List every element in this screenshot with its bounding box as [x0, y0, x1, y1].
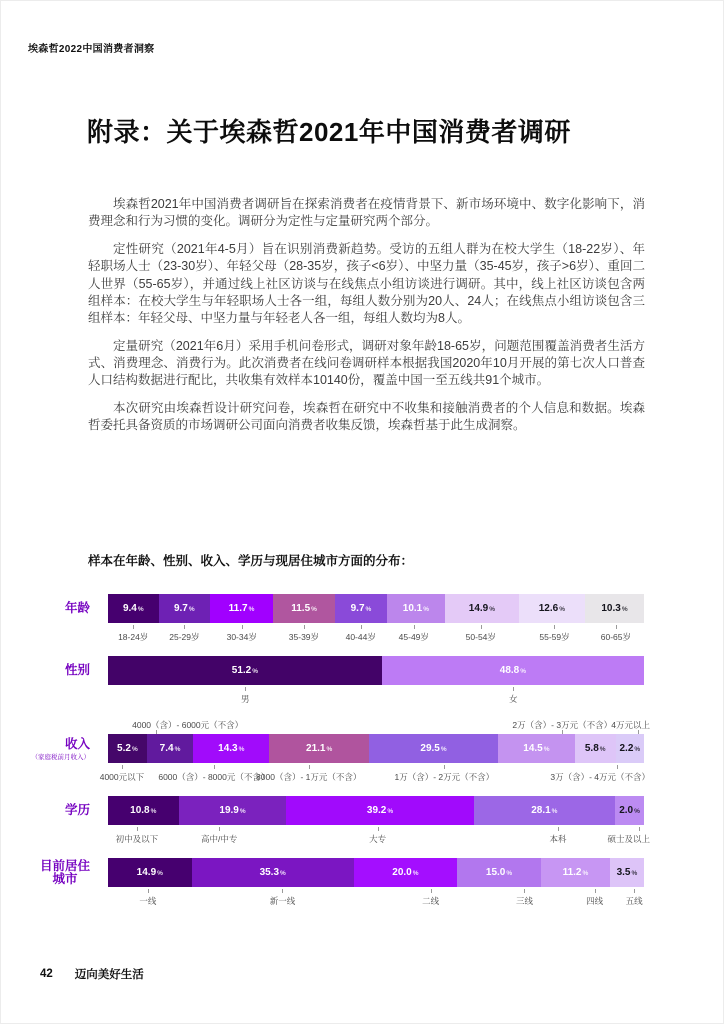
row-label-city	[40, 858, 108, 887]
axis-age	[108, 625, 644, 642]
axis-gender	[108, 687, 644, 704]
chart-row-gender	[40, 656, 644, 704]
axis-tick	[242, 625, 243, 629]
axis-label: 45-49岁	[398, 632, 429, 642]
axis-tick	[562, 730, 563, 734]
segment-value: 51.2%	[231, 664, 259, 676]
axis-tick	[378, 827, 379, 831]
row-label-text: 收入	[64, 736, 90, 751]
bar-segment	[474, 796, 616, 825]
axis-tick	[617, 765, 618, 769]
segment-value: 5.2%	[117, 742, 138, 754]
axis-label: 1万（含）- 2万元（不含）	[394, 772, 495, 782]
chart-heading: 样本在年龄、性别、收入、学历与现居住城市方面的分布：	[88, 554, 414, 568]
axis-label: 55-59岁	[539, 632, 570, 642]
bar-segment	[108, 858, 192, 887]
axis-tick	[133, 625, 134, 629]
row-label-gender	[40, 656, 108, 678]
axis-tick	[444, 765, 445, 769]
axis-city	[108, 889, 644, 906]
axis-label: 新一线	[269, 896, 296, 906]
top-axis-label: 2万（含）- 3万元（不含）	[512, 720, 613, 730]
bar-segment	[585, 594, 644, 623]
axis-tick	[431, 889, 432, 893]
axis-label: 4000元以下	[99, 772, 145, 782]
top-axis-label: 4万元以上	[611, 720, 650, 730]
bar-segment	[108, 734, 147, 763]
segment-value: 3.5%	[616, 866, 638, 878]
segment-value: 12.6%	[538, 602, 565, 614]
paragraph-privacy: 本次研究由埃森哲设计研究问卷，埃森哲在研究中不收集和接触消费者的个人信息和数据。埃森哲委托具备资质的市场调研公司面向消费者收集反馈，埃森哲基于此生成洞察。	[88, 401, 645, 433]
bar-segment	[457, 858, 541, 887]
bar-segment	[192, 858, 354, 887]
axis-tick	[524, 889, 525, 893]
paragraph-qualitative: 定性研究（2021年4-5月）旨在识别消费新趋势。受访的五组人群为在校大学生（18-22岁）、年轻职场人士（23-30岁）、年轻父母（28-35岁，孩子<6岁）、中坚力量（35-45岁，孩子>6岁）、重回二人世界（55-65岁），并通过线上社区访谈与在线焦点小组访谈进行调研。其中，线上社区访谈包含两组样本：在校大学生与年轻职场人士各一组，每组人数分别为20人、24人；在线焦点小组访谈包含三组样本：年轻父母、中坚力量与年轻老人各一组，每组人数均为8人。	[88, 242, 645, 325]
sample-distribution-chart	[31, 594, 650, 920]
bar-segment	[108, 594, 159, 623]
bar-segment	[382, 656, 644, 685]
axis-label: 3万（含）- 4万元（不含）	[550, 772, 650, 782]
bar-area-gender	[108, 656, 644, 704]
segment-value: 28.1%	[531, 804, 558, 816]
bar-segment	[269, 734, 369, 763]
axis-tick	[414, 625, 415, 629]
segment-value: 39.2%	[366, 804, 394, 816]
bar-area-city	[108, 858, 644, 906]
axis-label: 初中及以下	[115, 834, 159, 844]
axis-tick	[595, 889, 596, 893]
bar-segment	[519, 594, 585, 623]
stacked-bar-age	[108, 594, 644, 623]
bar-segment	[335, 594, 387, 623]
axis-tick	[184, 625, 185, 629]
bar-area-age	[108, 594, 644, 642]
body-text	[88, 196, 645, 446]
axis-label: 一线	[139, 896, 157, 906]
axis-tick	[638, 730, 639, 734]
segment-value: 10.3%	[601, 602, 628, 614]
axis-tick	[361, 625, 362, 629]
segment-value: 11.5%	[291, 602, 317, 614]
axis-tick	[304, 625, 305, 629]
bar-segment	[387, 594, 445, 623]
bar-segment	[610, 858, 644, 887]
segment-value: 20.0%	[392, 866, 419, 878]
bar-segment	[575, 734, 616, 763]
bar-segment	[273, 594, 335, 623]
axis-tick	[554, 625, 555, 629]
stacked-bar-education	[108, 796, 644, 825]
row-label-income	[31, 718, 108, 762]
axis-label: 8000（含）- 1万元（不含）	[256, 772, 362, 782]
bar-area-income	[99, 718, 650, 782]
bar-segment	[179, 796, 287, 825]
axis-label: 女	[508, 694, 518, 704]
axis-label: 60-65岁	[600, 632, 631, 642]
segment-value: 15.0%	[485, 866, 513, 878]
axis-tick	[156, 730, 157, 734]
bar-segment	[193, 734, 269, 763]
bar-segment	[210, 594, 273, 623]
axis-label: 40-44岁	[345, 632, 376, 642]
bar-segment	[616, 734, 644, 763]
axis-label: 本科	[549, 834, 567, 844]
row-label-text: 目前居住城市	[40, 858, 91, 887]
axis-education	[108, 827, 650, 844]
chart-row-education	[40, 796, 650, 844]
axis-label: 30-34岁	[226, 632, 257, 642]
axis-tick	[634, 889, 635, 893]
axis-label: 35-39岁	[288, 632, 320, 642]
paragraph-intro: 埃森哲2021年中国消费者调研旨在探索消费者在疫情背景下、新市场环境中、数字化影响下，消费理念和行为习惯的变化。调研分为定性与定量研究两个部分。	[88, 197, 645, 229]
axis-label: 大专	[369, 834, 387, 844]
segment-value: 14.9%	[468, 602, 496, 614]
axis-label: 50-54岁	[465, 632, 496, 642]
axis-label: 三线	[515, 896, 533, 906]
axis-label: 6000（含）- 8000元（不含）	[158, 772, 270, 782]
axis-label: 男	[240, 694, 250, 704]
segment-value: 21.1%	[306, 742, 333, 754]
top-axis-label: 4000（含）- 6000元（不含）	[132, 720, 244, 730]
bar-segment	[286, 796, 473, 825]
page-number: 42	[40, 968, 53, 980]
segment-value: 35.3%	[259, 866, 286, 878]
segment-value: 2.2%	[619, 742, 641, 754]
paragraph-quantitative: 定量研究（2021年6月）采用手机问卷形式，调研对象年龄18-65岁，问题范围覆盖消费者生活方式、消费理念、消费行为。此次消费者在线问卷调研样本根据我国2020年10月开展的第七次人口普查人口结构数据进行配比，共收集有效样本10140份，覆盖中国一至五线共91个城市。	[88, 338, 645, 388]
axis-label: 高中/中专	[201, 834, 238, 844]
segment-value: 48.8%	[499, 664, 527, 676]
segment-value: 9.4%	[122, 602, 144, 614]
axis-tick	[282, 889, 283, 893]
bar-segment	[159, 594, 211, 623]
running-header: 埃森哲2022中国消费者洞察	[28, 44, 155, 55]
row-label-text: 学历	[64, 803, 90, 817]
segment-value: 14.5%	[523, 742, 550, 754]
segment-value: 11.2%	[562, 866, 589, 878]
row-sublabel: （家庭税前月收入）	[31, 754, 90, 762]
chart-row-age	[40, 594, 644, 642]
axis-tick	[122, 765, 123, 769]
axis-tick	[309, 765, 310, 769]
segment-value: 14.9%	[136, 866, 163, 878]
segment-value: 10.1%	[402, 602, 430, 614]
axis-tick	[558, 827, 559, 831]
bar-segment	[108, 656, 382, 685]
segment-value: 14.3%	[218, 742, 245, 754]
row-label-text: 年龄	[64, 601, 90, 615]
axis-tick	[214, 765, 215, 769]
bar-segment	[498, 734, 575, 763]
top-axis-income	[108, 718, 650, 734]
axis-tick	[616, 625, 617, 629]
axis-tick	[137, 827, 138, 831]
axis-label: 四线	[586, 896, 604, 906]
bar-segment	[147, 734, 193, 763]
page-title: 附录：关于埃森哲2021年中国消费者调研	[87, 117, 571, 147]
axis-label: 硕士及以上	[607, 834, 650, 844]
axis-tick	[513, 687, 514, 691]
page-footer	[40, 966, 144, 982]
row-label-text: 性别	[64, 663, 90, 677]
axis-tick	[219, 827, 220, 831]
segment-value: 9.7%	[350, 602, 372, 614]
chart-row-income	[31, 718, 650, 782]
stacked-bar-income	[108, 734, 644, 763]
segment-value: 19.9%	[219, 804, 246, 816]
bar-segment	[541, 858, 610, 887]
bar-segment	[108, 796, 179, 825]
segment-value: 9.7%	[173, 602, 195, 614]
bar-segment	[369, 734, 498, 763]
axis-label: 五线	[625, 896, 643, 906]
row-label-education	[40, 796, 108, 818]
footer-title: 迈向美好生活	[74, 969, 144, 981]
bar-area-education	[108, 796, 650, 844]
axis-tick	[245, 687, 246, 691]
segment-value: 29.5%	[420, 742, 447, 754]
bar-segment	[354, 858, 457, 887]
segment-value: 5.8%	[584, 742, 606, 754]
segment-value: 2.0%	[619, 804, 640, 816]
axis-label: 二线	[422, 896, 440, 906]
chart-row-city	[40, 858, 644, 906]
axis-income	[99, 765, 650, 782]
axis-tick	[148, 889, 149, 893]
axis-label: 25-29岁	[169, 632, 200, 642]
axis-tick	[481, 625, 482, 629]
bar-segment	[445, 594, 519, 623]
axis-label: 18-24岁	[118, 632, 149, 642]
stacked-bar-city	[108, 858, 644, 887]
row-label-age	[40, 594, 108, 616]
segment-value: 10.8%	[130, 804, 157, 816]
stacked-bar-gender	[108, 656, 644, 685]
bar-segment	[615, 796, 644, 825]
segment-value: 11.7%	[228, 602, 255, 614]
axis-tick	[639, 827, 640, 831]
segment-value: 7.4%	[159, 742, 181, 754]
